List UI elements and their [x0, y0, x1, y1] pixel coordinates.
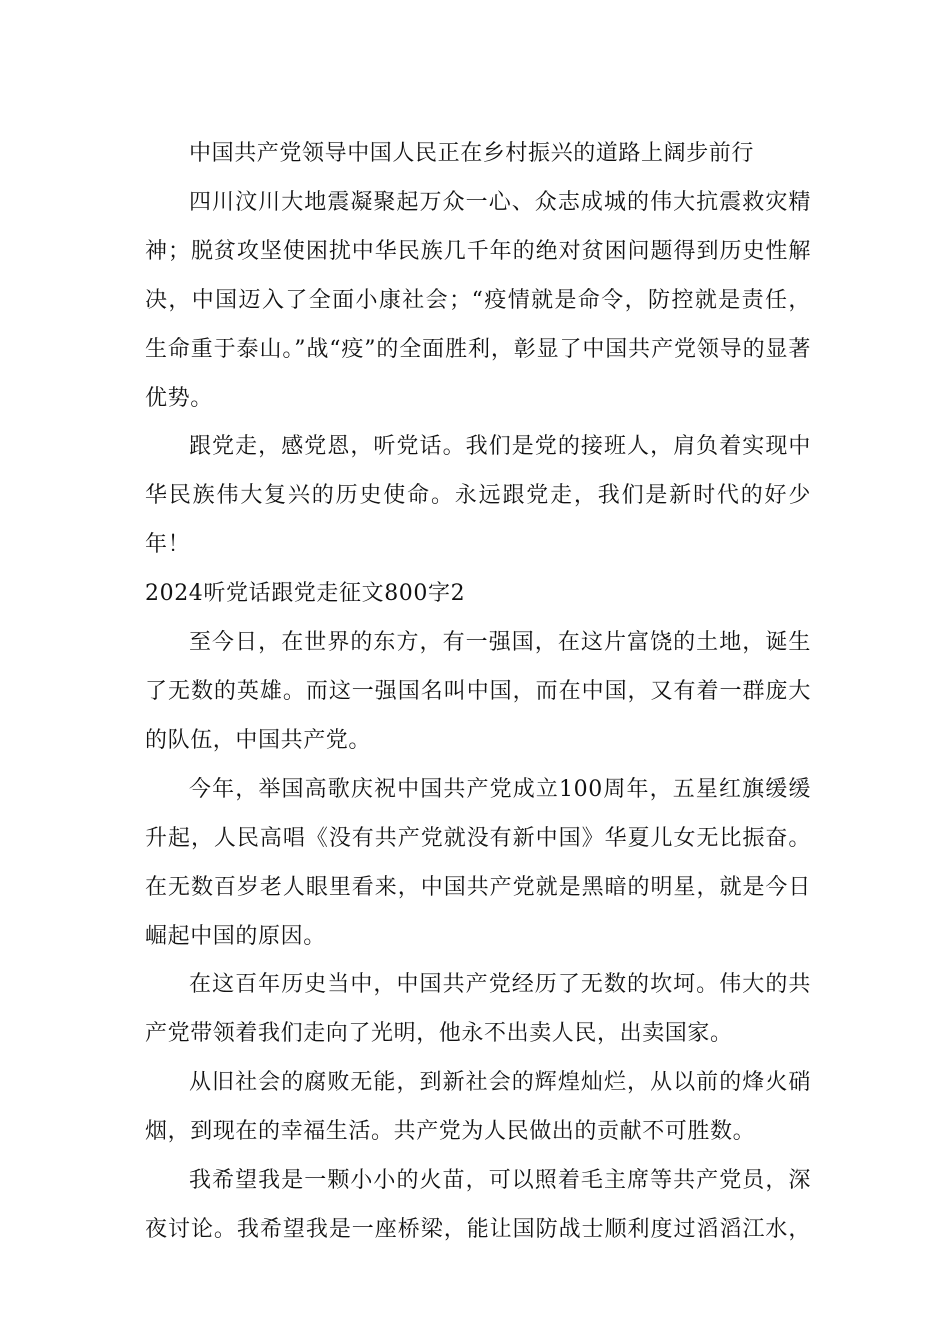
paragraph-old-new-society: 从旧社会的腐败无能，到新社会的辉煌灿烂，从以前的烽火硝烟，到现在的幸福生活。共产党为人民做出的贡献不可胜数。 — [145, 1070, 811, 1145]
essay-title: 2024听党话跟党走征文800字2 — [145, 581, 466, 607]
paragraph-east-nation: 至今日，在世界的东方，有一强国，在这片富饶的土地，诞生了无数的英雄。而这一强国名叫中国，而在中国，又有着一群庞大的队伍，中国共产党。 — [145, 630, 811, 753]
paragraph-achievements: 四川汶川大地震凝聚起万众一心、众志成城的伟大抗震救灾精神；脱贫攻坚使困扰中华民族几千年的绝对贫困问题得到历史性解决，中国迈入了全面小康社会；“疫情就是命令，防控就是责任，生命重于泰山。”战“疫”的全面胜利，彰显了中国共产党领导的显著优势。 — [145, 189, 811, 411]
paragraph-intro-heading: 中国共产党领导中国人民正在乡村振兴的道路上阔步前行 — [189, 141, 755, 166]
paragraph-hopes: 我希望我是一颗小小的火苗，可以照着毛主席等共产党员，深夜讨论。我希望我是一座桥梁，能让国防战士顺利度过滔滔江水， — [145, 1168, 811, 1242]
paragraph-centenary: 今年，举国高歌庆祝中国共产党成立100周年，五星红旗缓缓升起，人民高唱《没有共产党就没有新中国》华夏儿女无比振奋。在无数百岁老人眼里看来，中国共产党就是黑暗的明星，就是今日崛起中国的原因。 — [145, 776, 811, 949]
paragraph-century-history: 在这百年历史当中，中国共产党经历了无数的坎坷。伟大的共产党带领着我们走向了光明，他永不出卖人民，出卖国家。 — [145, 972, 811, 1047]
paragraph-follow-party: 跟党走，感党恩，听党话。我们是党的接班人，肩负着实现中华民族伟大复兴的历史使命。永远跟党走，我们是新时代的好少年！ — [145, 434, 811, 558]
document-body — [145, 130, 811, 1255]
